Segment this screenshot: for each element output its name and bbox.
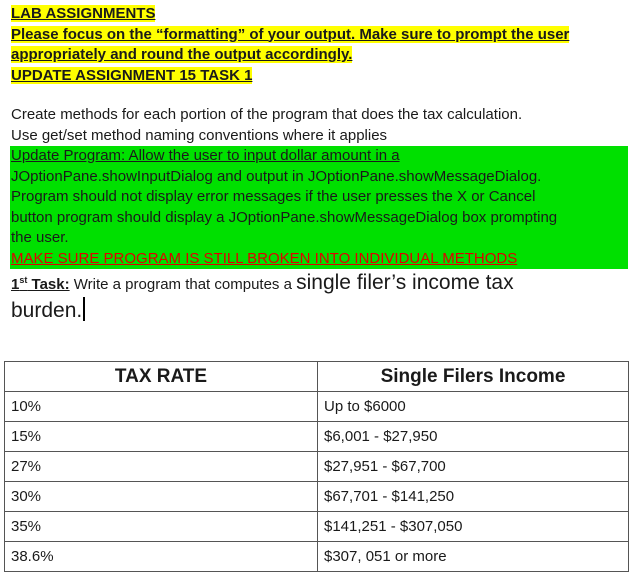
table-row: [5, 392, 629, 422]
table-row: [5, 452, 629, 482]
tax-rate-cell: 10%: [5, 392, 318, 422]
tax-rate-cell: 27%: [5, 452, 318, 482]
update-line-5: the user.: [11, 229, 69, 246]
table-row: [5, 482, 629, 512]
tax-rate-cell: 30%: [5, 482, 318, 512]
tax-rate-cell: 35%: [5, 512, 318, 542]
update-line-3: Program should not display error messages if the user presses the X or Cancel: [11, 188, 536, 205]
table-header-row: [5, 362, 629, 392]
task-label: 1st Task:: [11, 275, 70, 293]
paragraph-gap: [11, 86, 631, 105]
tax-rate-table: [4, 361, 629, 572]
income-cell: $67,701 - $141,250: [318, 482, 629, 512]
text-cursor: [83, 297, 85, 321]
task-text-large: single filer’s income tax: [296, 271, 514, 294]
lab-assignments-heading: LAB ASSIGNMENTS: [11, 5, 156, 22]
table-row: [5, 542, 629, 572]
table-row: [5, 422, 629, 452]
task-text-small: Write a program that computes a: [69, 276, 297, 293]
focus-note-line-2: appropriately and round the output accordingly.: [11, 46, 353, 63]
income-header: Single Filers Income: [318, 362, 629, 392]
income-cell: $6,001 - $27,950: [318, 422, 629, 452]
income-cell: $307, 051 or more: [318, 542, 629, 572]
update-line-6: MAKE SURE PROGRAM IS STILL BROKEN INTO INDIVIDUAL METHODS: [11, 249, 518, 267]
update-assignment-line: UPDATE ASSIGNMENT 15 TASK 1: [11, 66, 253, 84]
update-line-1: Update Program: Allow the user to input dollar amount in a: [11, 147, 400, 164]
update-line-2: JOptionPane.showInputDialog and output in JOptionPane.showMessageDialog.: [11, 167, 542, 185]
tax-rate-header: TAX RATE: [5, 362, 318, 392]
task-statement: [11, 271, 631, 295]
tax-rate-cell: 38.6%: [5, 542, 318, 572]
instructions-line-2: Use get/set method naming conventions where it applies: [11, 126, 388, 144]
table-row: [5, 512, 629, 542]
task-statement-line-2: burden.: [11, 295, 631, 327]
update-line-4: button program should display a JOptionPane.showMessageDialog box prompting: [11, 208, 558, 226]
income-cell: Up to $6000: [318, 392, 629, 422]
focus-note-line-1: Please focus on the “formatting” of your output. Make sure to prompt the user: [11, 25, 570, 43]
instructions-paragraph: [11, 105, 631, 146]
instructions-line-1: Create methods for each portion of the program that does the tax calculation.: [11, 106, 523, 123]
income-cell: $141,251 - $307,050: [318, 512, 629, 542]
income-cell: $27,951 - $67,700: [318, 452, 629, 482]
tax-rate-cell: 15%: [5, 422, 318, 452]
update-program-block: [10, 146, 628, 269]
document-body: [11, 4, 631, 327]
